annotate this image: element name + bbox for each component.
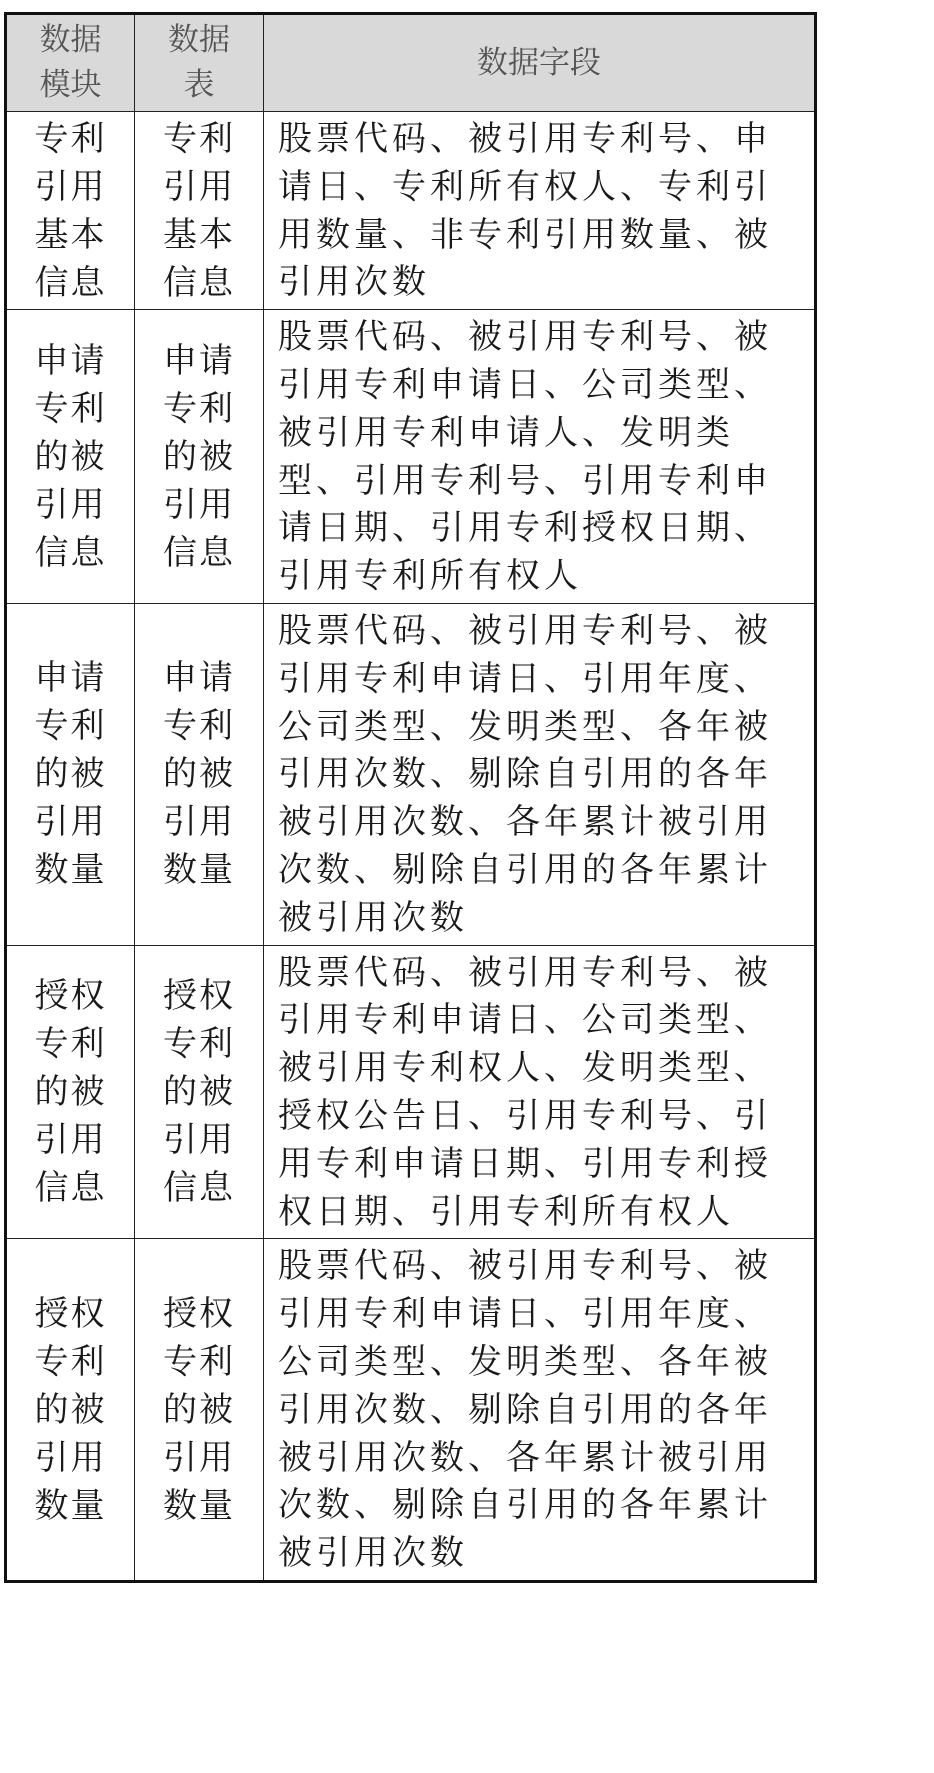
cell-table: 授权专利的被引用数量 [135,1239,264,1582]
cell-fields: 股票代码、被引用专利号、被引用专利申请日、公司类型、被引用专利权人、发明类型、授权公告日、引用专利号、引用专利申请日期、引用专利授权日期、引用专利所有权人 [264,945,816,1239]
table-header-row [6,14,816,112]
cell-fields: 股票代码、被引用专利号、申请日、专利所有权人、专利引用数量、非专利引用数量、被引用次数 [264,112,816,310]
cell-module: 申请专利的被引用信息 [6,310,135,604]
cell-module: 授权专利的被引用数量 [6,1239,135,1582]
cell-module: 授权专利的被引用信息 [6,945,135,1239]
cell-fields: 股票代码、被引用专利号、被引用专利申请日、引用年度、公司类型、发明类型、各年被引用次数、剔除自引用的各年被引用次数、各年累计被引用次数、剔除自引用的各年累计被引用次数 [264,1239,816,1582]
cell-table: 专利引用基本信息 [135,112,264,310]
cell-table: 申请专利的被引用数量 [135,603,264,945]
table-row [6,310,816,604]
cell-fields: 股票代码、被引用专利号、被引用专利申请日、公司类型、被引用专利申请人、发明类型、引用专利号、引用专利申请日期、引用专利授权日期、引用专利所有权人 [264,310,816,604]
table-row [6,945,816,1239]
header-fields: 数据字段 [264,14,816,112]
patent-citation-table [4,12,817,1583]
table-row [6,1239,816,1582]
cell-table: 申请专利的被引用信息 [135,310,264,604]
cell-module: 申请专利的被引用数量 [6,603,135,945]
header-module: 数据模块 [6,14,135,112]
cell-fields: 股票代码、被引用专利号、被引用专利申请日、引用年度、公司类型、发明类型、各年被引用次数、剔除自引用的各年被引用次数、各年累计被引用次数、剔除自引用的各年累计被引用次数 [264,603,816,945]
table-row [6,112,816,310]
header-table: 数据表 [135,14,264,112]
table-row [6,603,816,945]
cell-module: 专利引用基本信息 [6,112,135,310]
cell-table: 授权专利的被引用信息 [135,945,264,1239]
